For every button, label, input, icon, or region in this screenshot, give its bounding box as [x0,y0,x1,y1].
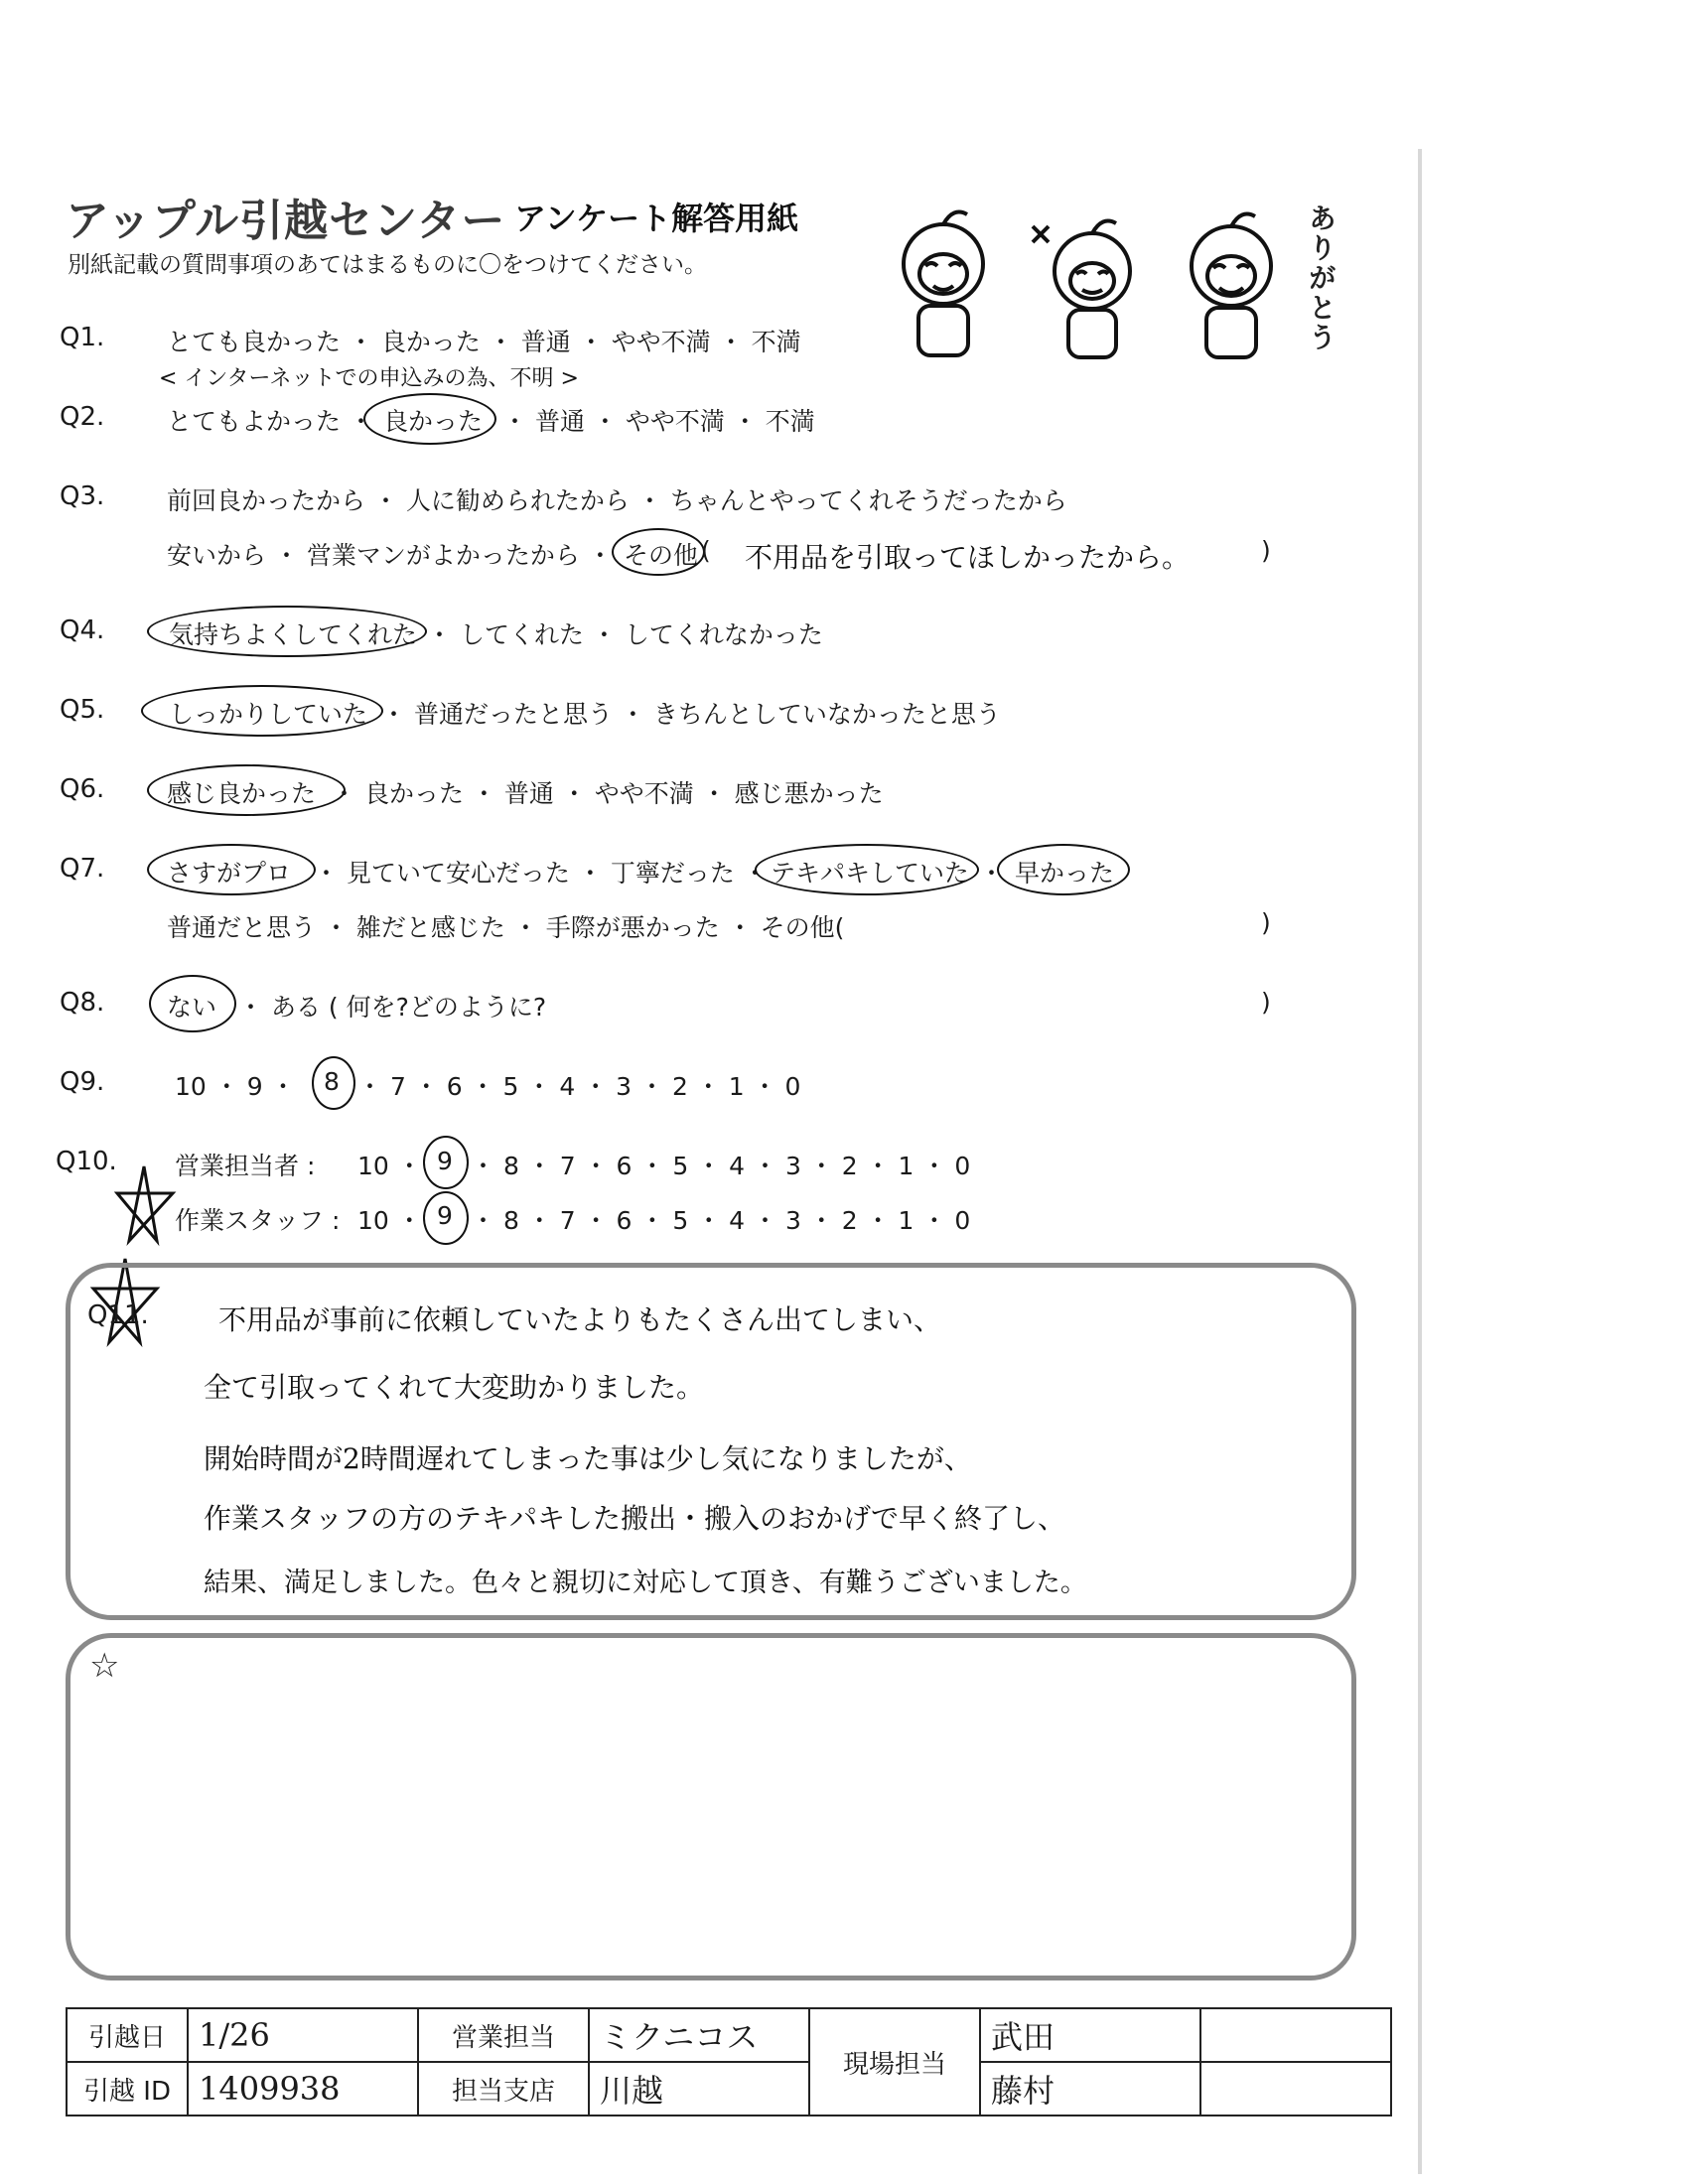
q3-option-selected: その他 [624,541,699,570]
monkey-icon [904,212,983,355]
q6-option-rest: ・ 良かった ・ 普通 ・ やや不満 ・ 感じ悪かった [332,779,884,808]
q11-comment-line-4: 作業スタッフの方のテキパキした搬出・搬入のおかげで早く終了し、 [204,1502,1066,1535]
q11-comment-line-5: 結果、満足しました。色々と親切に対応して頂き、有難うございました。 [204,1568,1087,1598]
q8-answer-circle [149,975,236,1032]
sales-rep-label: 営業担当 [418,2008,589,2062]
q10-staff-selected: 9 [437,1201,453,1230]
moving-id-label: 引越 ID [67,2062,188,2116]
q10-sales-scale-post: ・ 8 ・ 7 ・ 6 ・ 5 ・ 4 ・ 3 ・ 2 ・ 1 ・ 0 [471,1152,971,1180]
q3-answer-circle [612,528,705,576]
q3-line-1: 前回良かったから ・ 人に勧められたから ・ ちゃんとやってくれそうだったから [167,486,1067,515]
q3-handwritten-answer: 不用品を引取ってほしかったから。 [745,541,1191,574]
empty-cell [1200,2008,1391,2062]
monkey-mascots-illustration [874,187,1321,365]
monkey-icon [1033,221,1130,357]
star-comment-box [66,1633,1356,1980]
q10-staff-label: 作業スタッフ : [175,1206,341,1235]
branch-value: 川越 [600,2072,664,2110]
q4-option-selected: 気持ちよくしてくれた [169,620,418,649]
q7-close-paren: ) [1261,908,1271,937]
q3-line-2: 安いから ・ 営業マンがよかったから ・ [167,541,613,570]
q8-close-paren: ) [1261,988,1271,1017]
q7-answer-circle-2 [755,844,979,895]
q6-label: Q6. [60,774,105,804]
q2-option-rest: ・ 普通 ・ やや不満 ・ 不満 [502,407,815,436]
moving-id-value: 1409938 [199,2070,341,2108]
q3-label: Q3. [60,481,105,511]
instruction-text: 別紙記載の質問事項のあてはまるものに〇をつけてください。 [68,252,707,278]
q10-staff-answer-circle [423,1191,469,1245]
q7-label: Q7. [60,854,105,884]
site-rep-value-1: 武田 [991,2018,1055,2056]
q10-staff-scale-post: ・ 8 ・ 7 ・ 6 ・ 5 ・ 4 ・ 3 ・ 2 ・ 1 ・ 0 [471,1206,971,1235]
q9-label: Q9. [60,1067,105,1097]
q11-comment-line-1: 不用品が事前に依頼していたよりもたくさん出てしまい、 [218,1303,942,1336]
q9-selected-score: 8 [324,1067,340,1096]
q10-sales-answer-circle [423,1136,469,1189]
site-rep-label: 現場担当 [809,2008,980,2116]
q5-label: Q5. [60,695,105,725]
q2-option-1: とてもよかった ・ [167,407,373,436]
q10-sales-scale-pre: 10 ・ [357,1152,422,1180]
moving-date-value: 1/26 [199,2016,270,2054]
q7-option-selected-3: 早かった [1015,859,1115,887]
q1-handwritten-note: < インターネットでの申込みの為、不明 > [159,366,579,391]
footer-info-table [66,2007,1392,2116]
q5-answer-circle [141,685,383,737]
moving-date-label: 引越日 [67,2008,188,2062]
q7-line-2: 普通だと思う ・ 雑だと感じた ・ 手際が悪かった ・ その他( [167,913,845,942]
q4-label: Q4. [60,615,105,645]
q11-comment-line-3: 開始時間が2時間遅れてしまった事は少し気になりましたが、 [204,1442,972,1475]
monkey-icon [1192,214,1271,357]
q7-option-selected-2: テキパキしていた [771,859,970,887]
site-rep-value-2: 藤村 [991,2072,1055,2110]
q7-answer-circle-1 [147,844,316,895]
q10-label: Q10. [56,1147,117,1176]
sales-rep-value: ミクニコス [600,2018,759,2056]
q7-separator: ・ [979,859,1005,887]
q3-close-paren: ) [1261,536,1271,565]
q10-sales-label: 営業担当者 : [175,1152,316,1180]
q3-open-paren: ( [701,536,711,565]
q6-answer-circle [147,764,346,816]
q7-answer-circle-3 [997,844,1130,895]
q10-staff-scale-pre: 10 ・ [357,1206,422,1235]
q1-label: Q1. [60,323,105,352]
q11-comment-line-2: 全て引取ってくれて大変助かりました。 [204,1371,705,1404]
q9-scale-post: ・ 7 ・ 6 ・ 5 ・ 4 ・ 3 ・ 2 ・ 1 ・ 0 [357,1072,801,1101]
q11-label: Q11. [87,1300,149,1330]
company-title: アップル引越センター [66,196,506,246]
scan-edge-line [1418,149,1422,2174]
q8-option-rest: ・ ある ( 何を?どのように? [238,993,547,1022]
q1-options: とても良かった ・ 良かった ・ 普通 ・ やや不満 ・ 不満 [167,328,801,356]
empty-cell [1200,2062,1391,2116]
q5-option-rest: ・ 普通だったと思う ・ きちんとしていなかったと思う [381,700,1001,729]
star-icon: ☆ [89,1646,120,1686]
q5-option-selected: しっかりしていた [169,700,368,729]
scribbled-star-icon [109,1161,179,1251]
q4-option-rest: ・ してくれた ・ してくれなかった [427,620,823,649]
q2-option-selected: 良かった [383,407,484,436]
q8-label: Q8. [60,988,105,1018]
q7-option-middle: ・ 見ていて安心だった ・ 丁寧だった ・ [314,859,768,887]
q4-answer-circle [147,606,427,657]
q10-sales-selected: 9 [437,1147,453,1175]
q2-answer-circle [363,393,496,445]
branch-label: 担当支店 [418,2062,589,2116]
q6-option-selected: 感じ良かった [167,779,317,808]
q2-label: Q2. [60,402,105,432]
q8-option-selected: ない [167,993,217,1022]
q7-option-selected-1: さすがプロ [167,859,292,887]
q9-scale-pre: 10 ・ 9 ・ [175,1072,296,1101]
form-subtitle: アンケート解答用紙 [514,200,799,237]
q9-answer-circle [312,1056,355,1110]
thanks-text: ありがとう [1305,204,1337,352]
